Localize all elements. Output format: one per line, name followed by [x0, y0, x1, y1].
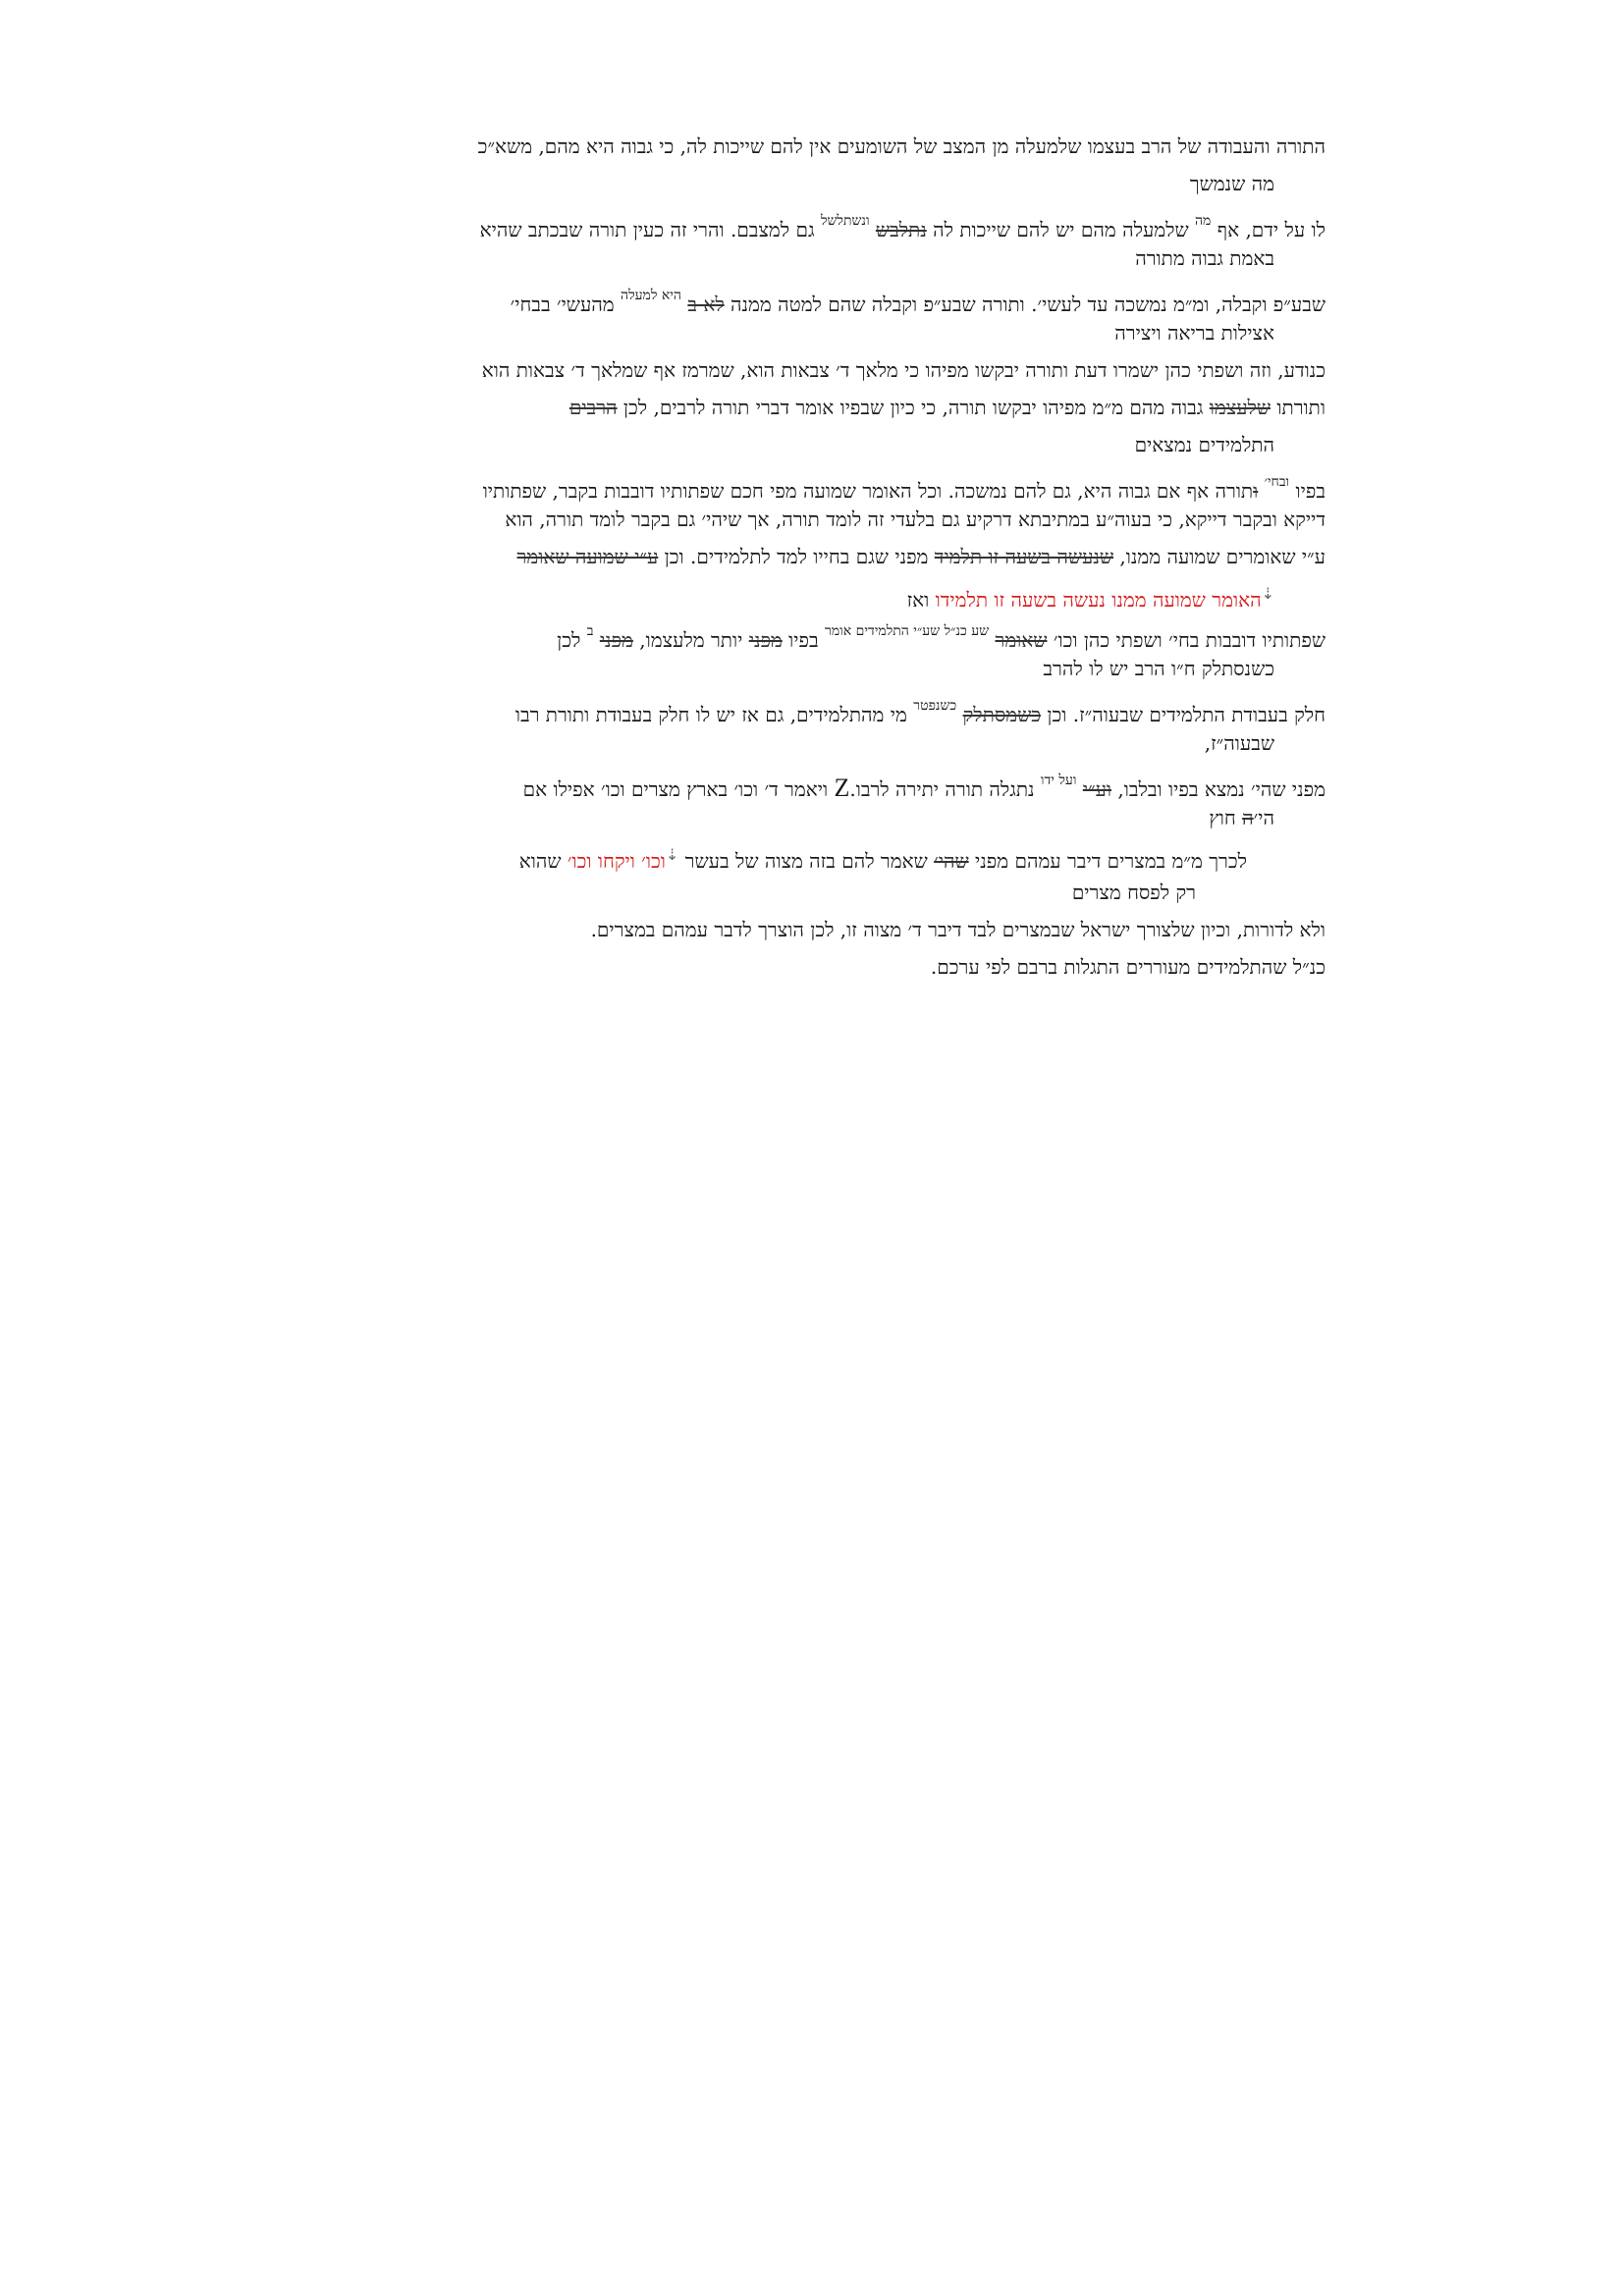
- text-line: [324, 687, 1325, 724]
- text-segment: כנודע, וזה ושפתי כהן ישמרו דעת ותורה יבקשו מפיהו כי מלאך ד׳ צבאות הוא, שמרמז אף שמלאך ד׳ צבאות הוא: [481, 358, 1325, 382]
- text-segment: דייקא ובקבר דייקא, כי בעוה״ע במתיבתא דרקיע גם בלעדי זה לומד תורה, אך שיהי׳ גם בקבר לומד תורה, הוא: [505, 507, 1325, 531]
- deleted-text: מפני: [599, 628, 633, 652]
- continuation-line: [324, 575, 1325, 613]
- continuation-line: [324, 724, 1325, 762]
- text-segment: ע״י שאומרים שמועה ממנו,: [1113, 545, 1325, 568]
- deleted-text: ו: [1253, 479, 1259, 503]
- text-segment: שהוא: [518, 849, 568, 873]
- text-line: [324, 351, 1325, 389]
- text-line: [324, 128, 1325, 165]
- text-segment: נתגלה תורה יתירה לרבו.: [849, 777, 1041, 801]
- text-line: [324, 613, 1325, 650]
- text-segment: התלמידים נמצאים: [1134, 433, 1274, 456]
- deleted-text: שהי׳: [934, 849, 969, 873]
- deleted-text: הרבים: [568, 396, 618, 419]
- text-segment: ותורתו: [1271, 396, 1325, 419]
- continuation-line: [324, 314, 1325, 351]
- text-line: [324, 501, 1325, 538]
- inserted-text: שע כנ״ל שע״י התלמידים אומר: [825, 623, 990, 639]
- text-segment: שלמעלה מהם יש להם שייכות לה: [926, 218, 1195, 241]
- text-segment: מפני שהי׳ נמצא בפיו ובלבו,: [1111, 777, 1325, 801]
- text-segment: באמת גבוה מתורה: [1135, 246, 1274, 270]
- document-body: [324, 128, 1325, 986]
- deleted-text: וע״י: [1082, 777, 1112, 801]
- text-segment: כשנסתלק ח״ו הרב יש לו להרב: [1043, 657, 1274, 680]
- deleted-text: שלעצמו: [1209, 396, 1271, 419]
- deleted-text: ע״י שמועה שאומר: [516, 545, 659, 568]
- inserted-text: ונשתלשל: [820, 213, 870, 229]
- text-segment: חוץ: [1209, 806, 1243, 829]
- deleted-text: ה: [1242, 806, 1254, 829]
- inserted-text: ועל ידו: [1040, 773, 1077, 788]
- text-line: [324, 911, 1325, 948]
- text-segment: מי מהתלמידים, גם אז יש לו חלק בעבודת ותורת רבו: [514, 703, 914, 726]
- text-line: [324, 762, 1325, 802]
- inserted-text: היא למעלה: [621, 288, 681, 303]
- inserted-text: מה: [1195, 213, 1212, 229]
- inserted-text: כשנפטר: [913, 698, 957, 714]
- text-segment: לו על ידם, אף: [1211, 218, 1325, 241]
- text-segment: חלק בעבודת התלמידים שבעוה״ז. וכן: [1041, 703, 1325, 726]
- continuation-line: [324, 426, 1325, 463]
- text-line: [324, 948, 1325, 986]
- deleted-text: נתלבש: [875, 218, 927, 241]
- text-segment: שפתותיו דובבות בחי׳ ושפתי כהן וכו׳: [1047, 628, 1325, 652]
- continuation-line: [324, 240, 1325, 277]
- text-segment: מפני שגם בחייו למד לתלמידים. וכן: [658, 545, 935, 568]
- inserted-text: ובחי׳: [1264, 474, 1290, 490]
- text-segment: ואז: [906, 588, 936, 612]
- text-segment: שבע״פ וקבלה, ומ״מ נמשכה עד לעשי׳. ותורה שבע״פ וקבלה שהם למטה ממנה: [724, 293, 1325, 316]
- text-segment: הי׳: [1253, 806, 1274, 829]
- deleted-text: שאומר: [995, 628, 1048, 652]
- deleted-text: שנעשה בשעה זו תלמיד: [934, 545, 1114, 568]
- text-line: [324, 389, 1325, 426]
- continuation-line: [324, 874, 1325, 911]
- text-segment: גבוה מהם מ״מ מפיהו יבקשו תורה, כי כיון שבפיו אומר דברי תורה לרבים, לכן: [617, 396, 1210, 419]
- z-mark: Z: [834, 774, 850, 802]
- text-segment: מה שנמשך: [1189, 172, 1274, 195]
- text-segment: ויאמר ד׳ וכו׳ בארץ מצרים וכו׳ אפילו אם: [522, 777, 835, 801]
- red-insertion: וכו׳ ויקחו וכו׳: [567, 849, 666, 873]
- text-segment: מהעשי׳ בבחי׳: [510, 293, 622, 316]
- text-segment: לכרך מ״מ במצרים דיבר עמהם מפני: [968, 849, 1247, 873]
- deleted-text: לא ב: [687, 293, 725, 316]
- continuation-line: [324, 165, 1325, 202]
- text-segment: ולא לדורות, וכיון שלצורך ישראל שבמצרים לבד דיבר ד׳ מצוה זו, לכן הוצרך לדבר עמהם במצרים.: [590, 918, 1325, 941]
- text-segment: תורה אף אם גבוה היא, גם להם נמשכה. וכל האומר שמועה מפי חכם שפתותיו דובבות בקבר, שפתותיו: [482, 479, 1254, 503]
- red-insertion: האומר שמועה ממנו נעשה בשעה זו תלמידו: [935, 588, 1262, 612]
- text-segment: התורה והעבודה של הרב בעצמו שלמעלה מן המצב של השומעים אין להם שייכות לה, כי גבוה היא מהם, משא״כ: [477, 134, 1325, 158]
- text-segment: שבעוה״ז,: [1204, 731, 1274, 755]
- text-line: [324, 202, 1325, 240]
- text-line: [324, 836, 1325, 874]
- text-segment: גם למצבם. והרי זה כעין תורה שבכתב שהיא: [479, 218, 821, 241]
- deleted-text: מפני: [748, 628, 783, 652]
- text-line: [324, 277, 1325, 314]
- text-segment: יותר מלעצמו,: [632, 628, 749, 652]
- continuation-line: [324, 650, 1325, 687]
- text-segment: כנ״ל שהתלמידים מעוררים התגלות ברבם לפי ערכם.: [930, 955, 1325, 979]
- continuation-line: [324, 799, 1325, 836]
- text-line: [324, 538, 1325, 575]
- text-segment: לכן: [557, 628, 587, 652]
- text-segment: שאמר להם בזה מצוה של בעשר: [678, 849, 935, 873]
- text-segment: אצילות בריאה ויצירה: [1114, 321, 1274, 345]
- text-segment: בפיו: [1289, 479, 1325, 503]
- arrow-down-icon: ⇣: [1261, 584, 1274, 603]
- text-line: [324, 463, 1325, 501]
- deleted-text: כשמסתלק: [962, 703, 1042, 726]
- text-segment: רק לפסח מצרים: [1071, 881, 1196, 904]
- arrow-down-icon: ⇣: [665, 845, 679, 864]
- text-segment: בפיו: [782, 628, 825, 652]
- inserted-text: ב: [586, 623, 594, 639]
